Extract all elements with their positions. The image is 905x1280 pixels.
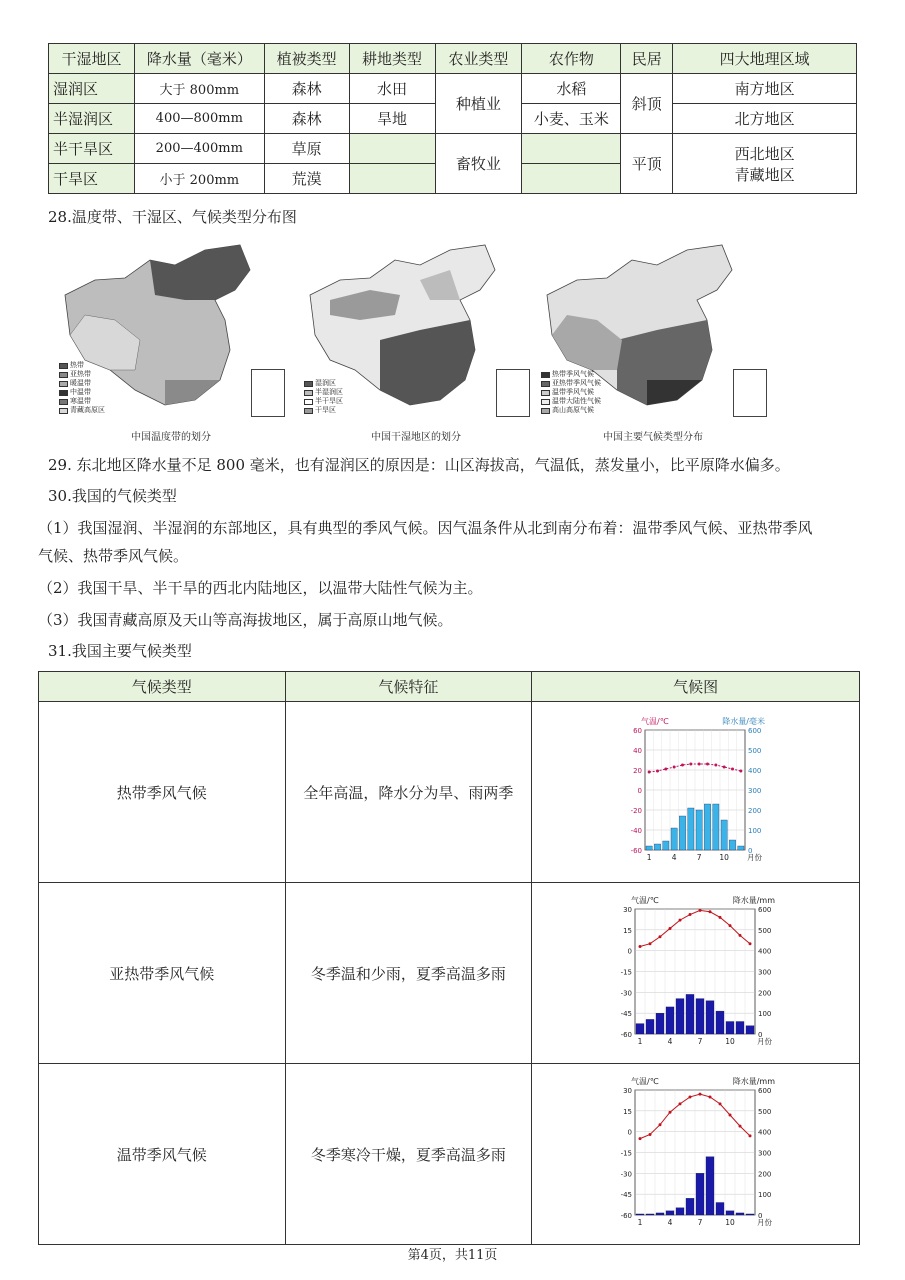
legend-label: 高山高原气候 (552, 406, 594, 414)
header-cell: 民居 (621, 44, 673, 74)
climate-feature-cell: 全年高温，降水分为旱、雨两季 (285, 702, 532, 883)
temp-tick-label: -60 (630, 847, 642, 855)
temp-tick-label: -15 (620, 1149, 632, 1157)
x-tick-label: 7 (697, 1217, 702, 1227)
section-30-p1-cont: 气候、热带季风气候。 (38, 547, 189, 565)
map-legend (304, 379, 343, 415)
crop-cell (522, 134, 621, 164)
x-axis-label: 月份 (756, 1036, 772, 1046)
zone-cell: 干旱区 (49, 164, 135, 194)
precip-bar (686, 994, 694, 1034)
temp-point (714, 764, 717, 767)
precip-bar (636, 1213, 644, 1214)
temp-point (638, 945, 641, 948)
precip-bar (736, 1212, 744, 1214)
precip-bar (729, 840, 735, 850)
temp-point (658, 935, 661, 938)
vegetation-cell: 荒漠 (264, 164, 349, 194)
precip-bar (706, 1156, 714, 1214)
precip-bar (696, 998, 704, 1033)
temp-point (681, 764, 684, 767)
precip-bar (696, 810, 702, 850)
agri-herding-cell: 畜牧业 (435, 134, 522, 194)
house-flat-cell: 平顶 (621, 134, 673, 194)
x-axis-label: 月份 (746, 853, 762, 862)
climate-feature-cell: 冬季寒冷干燥，夏季高温多雨 (285, 1064, 532, 1245)
climate-type-map (537, 240, 769, 445)
legend-label: 亚热带季风气候 (552, 379, 601, 387)
temp-point (688, 913, 691, 916)
x-tick-label: 4 (667, 1036, 672, 1046)
south-china-sea-inset (496, 369, 530, 417)
vegetation-cell: 草原 (264, 134, 349, 164)
page-footer: 第4页，共11页 (407, 1248, 498, 1263)
climate-chart (601, 1072, 791, 1237)
precip-bar (746, 1025, 754, 1033)
precip-bar (686, 1198, 694, 1215)
temp-tick-label: 20 (632, 767, 642, 775)
region-label: 青藏地区 (734, 165, 795, 184)
temp-point (722, 766, 725, 769)
temp-point (738, 933, 741, 936)
header-cell: 农业类型 (435, 44, 522, 74)
temp-axis-label: 气温/℃ (630, 895, 659, 905)
farmland-cell: 旱地 (349, 104, 435, 134)
temp-point (728, 1113, 731, 1116)
precip-bar (716, 1202, 724, 1215)
precip-tick-label: 600 (757, 1086, 771, 1095)
precip-tick-label: 600 (747, 727, 761, 735)
region-cell: 南方地区 (673, 74, 857, 104)
x-tick-label: 1 (637, 1036, 642, 1046)
climate-chart (601, 891, 791, 1056)
precip-bar (726, 1021, 734, 1034)
precip-bar (704, 804, 710, 850)
precip-bar (736, 1021, 744, 1034)
precip-tick-label: 200 (747, 807, 761, 815)
region-label: 西北地区 (734, 144, 795, 163)
precip-bar (646, 1213, 654, 1214)
temp-tick-label: -45 (620, 1190, 632, 1199)
x-tick-label: 4 (671, 853, 677, 862)
climate-type-cell: 温带季风气候 (39, 1064, 286, 1245)
table-header-row (49, 44, 857, 74)
x-tick-label: 10 (724, 1036, 735, 1046)
temp-tick-label: -40 (630, 827, 642, 835)
temp-point (718, 1102, 721, 1105)
x-tick-label: 1 (646, 853, 652, 862)
precip-axis-label: 降水量/mm (732, 895, 775, 905)
precip-tick-label: 600 (757, 905, 771, 914)
header-cell: 植被类型 (264, 44, 349, 74)
precip-tick-label: 0 (747, 847, 753, 855)
crop-cell: 小麦、玉米 (522, 104, 621, 134)
map-figures (55, 240, 755, 445)
temp-point (738, 1124, 741, 1127)
temp-point (706, 763, 709, 766)
section-28-heading: 28.温度带、干湿区、气候类型分布图 (48, 208, 297, 226)
zone-cell: 半干旱区 (49, 134, 135, 164)
temp-point (656, 770, 659, 773)
x-tick-label: 10 (719, 853, 729, 862)
section-30-p1: （1）我国湿润、半湿润的东部地区，具有典型的季风气候。因气温条件从北到南分布着：温带季风气候、亚热带季风 (38, 519, 813, 537)
zone-cell: 半湿润区 (49, 104, 135, 134)
legend-label: 半干旱区 (315, 397, 343, 405)
precip-bar (646, 846, 652, 850)
temp-point (728, 924, 731, 927)
header-cell: 气候特征 (285, 672, 532, 702)
precip-tick-label: 100 (757, 1190, 771, 1199)
precip-bar (646, 1019, 654, 1034)
region-cell: 北方地区 (673, 104, 857, 134)
precip-cell: 小于 200mm (134, 164, 264, 194)
precip-cell: 200—400mm (134, 134, 264, 164)
section-30-heading: 30.我国的气候类型 (48, 487, 177, 505)
table-row (39, 702, 860, 883)
precip-axis-label: 降水量/mm (732, 1076, 775, 1086)
temp-tick-label: -45 (620, 1009, 632, 1018)
temp-point (748, 1134, 751, 1137)
climate-chart-cell (532, 1064, 860, 1245)
temp-tick-label: 0 (627, 947, 632, 956)
precip-tick-label: 200 (757, 1169, 771, 1178)
temp-tick-label: -30 (620, 988, 632, 997)
precip-bar (706, 1000, 714, 1033)
temp-point (739, 770, 742, 773)
map-caption: 中国温度带的划分 (131, 432, 211, 443)
temp-tick-label: 60 (632, 727, 642, 735)
precip-bar (666, 1006, 674, 1033)
temp-point (697, 763, 700, 766)
legend-label: 温带大陆性气候 (552, 397, 601, 405)
temp-point (658, 1123, 661, 1126)
precip-bar (666, 1210, 674, 1214)
precip-bar (636, 1023, 644, 1033)
precip-bar (737, 846, 743, 850)
zone-cell: 湿润区 (49, 74, 135, 104)
x-tick-label: 7 (697, 1036, 702, 1046)
house-slope-cell: 斜顶 (621, 74, 673, 134)
precip-bar (654, 844, 660, 850)
header-cell: 四大地理区域 (673, 44, 857, 74)
temp-point (664, 768, 667, 771)
precip-bar (687, 808, 693, 850)
precip-bar (696, 1173, 704, 1215)
temp-point (708, 910, 711, 913)
header-cell: 干湿地区 (49, 44, 135, 74)
climate-chart (611, 712, 781, 872)
precip-tick-label: 500 (757, 926, 771, 935)
map-legend (59, 361, 105, 415)
vegetation-cell: 森林 (264, 104, 349, 134)
south-china-sea-inset (251, 369, 285, 417)
precip-bar (676, 1207, 684, 1214)
x-axis-label: 月份 (756, 1217, 772, 1227)
temp-tick-label: 0 (627, 1128, 632, 1137)
section-30-p2: （2）我国干旱、半干旱的西北内陆地区，以温带大陆性气候为主。 (38, 579, 483, 597)
map-legend (541, 370, 601, 415)
temp-point (678, 1102, 681, 1105)
climate-type-cell: 热带季风气候 (39, 702, 286, 883)
crop-cell (522, 164, 621, 194)
legend-label: 热带季风气候 (552, 370, 594, 378)
crop-cell: 水稻 (522, 74, 621, 104)
precip-tick-label: 100 (757, 1009, 771, 1018)
temp-point (698, 1092, 701, 1095)
precip-cell: 400—800mm (134, 104, 264, 134)
legend-label: 中温带 (70, 388, 91, 396)
temp-point (748, 942, 751, 945)
map-caption: 中国主要气候类型分布 (603, 432, 703, 443)
temperature-zone-map (55, 240, 287, 445)
precip-bar (716, 1011, 724, 1034)
temp-tick-label: 15 (622, 1107, 632, 1116)
table-header-row (39, 672, 860, 702)
temp-point (731, 768, 734, 771)
temp-point (647, 771, 650, 774)
precip-bar (746, 1213, 754, 1214)
section-29-text: 29. 东北地区降水量不足 800 毫米，也有湿润区的原因是：山区海拔高，气温低，蒸发量小，比平原降水偏多。 (48, 456, 790, 474)
section-31-heading: 31.我国主要气候类型 (48, 642, 192, 660)
header-cell: 降水量（毫米） (134, 44, 264, 74)
header-cell: 气候类型 (39, 672, 286, 702)
x-tick-label: 7 (696, 853, 702, 862)
precip-bar (676, 998, 684, 1033)
legend-label: 寒温带 (70, 397, 91, 405)
temp-tick-label: -60 (620, 1211, 632, 1220)
temp-tick-label: 40 (632, 747, 642, 755)
table-row (39, 883, 860, 1064)
temp-point (688, 1095, 691, 1098)
temp-axis-label: 气温/℃ (630, 1076, 659, 1086)
legend-label: 青藏高原区 (70, 406, 105, 414)
precip-tick-label: 300 (757, 1149, 771, 1157)
precip-bar (671, 828, 677, 850)
region-cell-merged (673, 134, 857, 194)
precip-tick-label: 100 (747, 827, 761, 835)
precip-cell: 大于 800mm (134, 74, 264, 104)
precip-bar (662, 841, 668, 850)
climate-type-cell: 亚热带季风气候 (39, 883, 286, 1064)
precip-bar (656, 1212, 664, 1214)
dry-wet-zone-table (48, 43, 857, 194)
temp-tick-label: 30 (622, 905, 632, 914)
x-tick-label: 4 (667, 1217, 672, 1227)
precip-tick-label: 500 (747, 747, 761, 755)
south-china-sea-inset (733, 369, 767, 417)
climate-chart-cell (532, 883, 860, 1064)
temp-point (638, 1137, 641, 1140)
precip-tick-label: 200 (757, 988, 771, 997)
temp-point (708, 1095, 711, 1098)
climate-type-table (38, 671, 860, 1245)
dry-wet-zone-map (300, 240, 532, 445)
precip-tick-label: 400 (757, 947, 771, 956)
farmland-cell: 水田 (349, 74, 435, 104)
precip-axis-label: 降水量/毫米 (721, 717, 765, 726)
table-row (39, 1064, 860, 1245)
precip-tick-label: 0 (757, 1030, 763, 1039)
temp-tick-label: -30 (620, 1169, 632, 1178)
precip-tick-label: 400 (747, 767, 761, 775)
x-tick-label: 1 (637, 1217, 642, 1227)
temp-point (648, 942, 651, 945)
precip-bar (721, 820, 727, 850)
header-cell: 气候图 (532, 672, 860, 702)
precip-bar (726, 1210, 734, 1214)
precip-bar (679, 816, 685, 850)
precip-tick-label: 300 (747, 787, 761, 795)
temp-tick-label: 0 (637, 787, 642, 795)
legend-label: 干旱区 (315, 406, 336, 414)
legend-label: 湿润区 (315, 379, 336, 387)
temp-point (668, 1110, 671, 1113)
climate-chart-cell (532, 702, 860, 883)
section-30-p3: （3）我国青藏高原及天山等高海拔地区，属于高原山地气候。 (38, 611, 453, 629)
legend-label: 半湿润区 (315, 388, 343, 396)
table-row (49, 74, 857, 104)
table-row (49, 134, 857, 164)
agri-planting-cell: 种植业 (435, 74, 522, 134)
temp-tick-label: -20 (630, 807, 642, 815)
temp-point (689, 763, 692, 766)
temp-point (718, 915, 721, 918)
header-cell: 农作物 (522, 44, 621, 74)
temp-tick-label: 30 (622, 1086, 632, 1095)
precip-tick-label: 400 (757, 1128, 771, 1137)
climate-feature-cell: 冬季温和少雨，夏季高温多雨 (285, 883, 532, 1064)
legend-label: 暖温带 (70, 379, 91, 387)
precip-tick-label: 500 (757, 1107, 771, 1116)
farmland-cell (349, 134, 435, 164)
legend-label: 亚热带 (70, 370, 91, 378)
temp-axis-label: 气温/℃ (640, 717, 669, 726)
temp-tick-label: -15 (620, 968, 632, 976)
temp-point (672, 766, 675, 769)
temp-point (668, 926, 671, 929)
temp-point (698, 908, 701, 911)
vegetation-cell: 森林 (264, 74, 349, 104)
map-caption: 中国干湿地区的划分 (371, 432, 461, 443)
temp-point (648, 1132, 651, 1135)
temp-tick-label: 15 (622, 926, 632, 935)
header-cell: 耕地类型 (349, 44, 435, 74)
legend-label: 热带 (70, 361, 84, 369)
precip-bar (712, 804, 718, 850)
precip-tick-label: 300 (757, 968, 771, 976)
temp-tick-label: -60 (620, 1030, 632, 1039)
x-tick-label: 10 (724, 1217, 735, 1227)
legend-label: 温带季风气候 (552, 388, 594, 396)
precip-tick-label: 0 (757, 1211, 763, 1220)
precip-bar (656, 1013, 664, 1034)
temp-point (678, 918, 681, 921)
farmland-cell (349, 164, 435, 194)
